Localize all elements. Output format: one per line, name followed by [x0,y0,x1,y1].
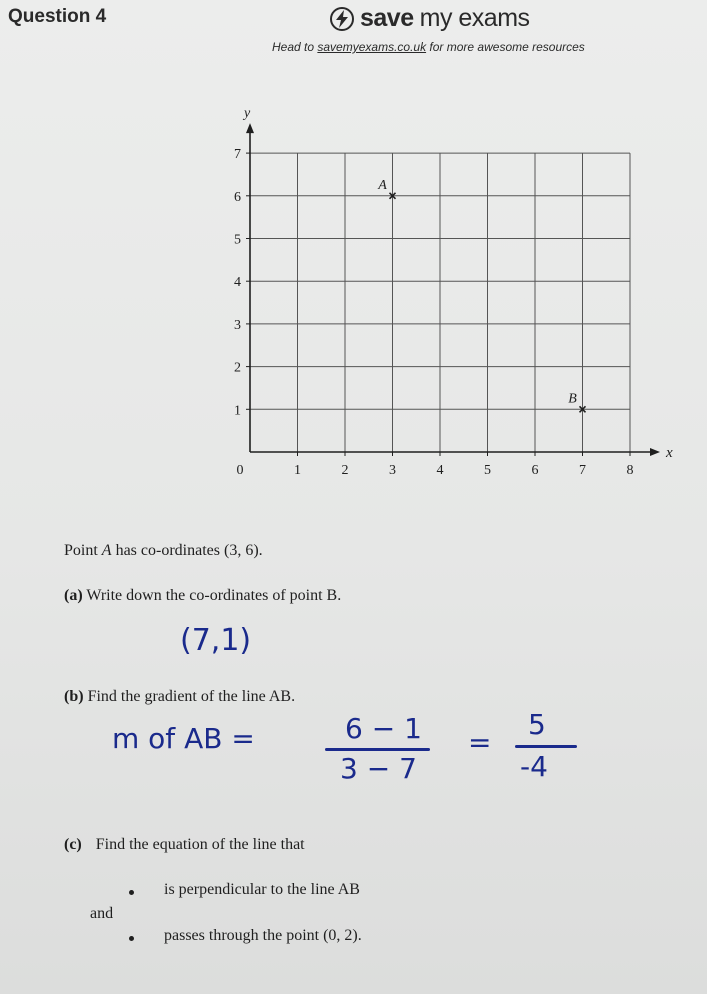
x-tick-label: 8 [626,463,634,478]
part-c-bullet-1: is perpendicular to the line AB [164,881,360,898]
answer-a-handwriting: (7,1) [180,623,252,658]
part-a-label: (a) [64,587,83,604]
bullet-dot-2 [129,936,134,941]
x-tick-label: 2 [341,463,349,478]
point-label: B [568,391,577,407]
y-tick-label: 5 [234,232,241,248]
answer-b-fraction-bar [325,748,430,751]
tagline-prefix: Head to [272,40,318,54]
part-b-text: Find the gradient of the line AB. [87,688,296,705]
question-number: Question 4 [8,6,107,27]
y-tick-label: 1 [234,403,241,419]
x-tick-label: 4 [436,463,444,478]
part-c-label: (c) [64,836,82,853]
x-tick-label: 1 [294,463,301,478]
answer-b-result-numerator: 5 [528,708,546,741]
part-c-bullet-2: passes through the point (0, 2). [164,927,362,944]
part-c-text: Find the equation of the line that [95,836,305,853]
answer-b-result-denominator: -4 [520,750,548,783]
bullet-dot-1 [129,890,134,895]
x-tick-label: 0 [236,463,244,478]
answer-b-result-bar [515,745,577,748]
answer-b-equals: = [468,726,492,759]
x-tick-label: 6 [531,463,539,478]
part-b-label: (b) [64,688,84,705]
y-tick-label: 6 [234,189,241,205]
x-tick-label: 5 [484,463,491,478]
x-tick-label: 7 [579,463,586,478]
y-axis-label: y [244,106,251,122]
intro-text [64,542,263,560]
brand-word-save: save [360,4,414,32]
intro-suffix: has co-ordinates (3, 6). [111,542,263,559]
part-c [64,836,305,854]
y-tick-label: 3 [234,317,241,333]
answer-b-denominator: 3 − 7 [340,752,417,785]
answer-b-left: m of AB = [112,722,255,755]
y-tick-label: 7 [234,147,241,163]
y-tick-label: 2 [234,360,241,376]
brand-word-myexams: my exams [419,4,530,32]
x-tick-label: 3 [389,463,396,478]
x-axis-arrow [650,448,660,456]
tagline-suffix: for more awesome resources [426,40,585,54]
part-b [64,688,295,706]
y-tick-label: 4 [234,275,241,291]
tagline-link[interactable]: savemyexams.co.uk [317,40,427,54]
intro-prefix: Point [64,542,102,559]
x-axis-label: x [666,445,673,461]
part-a-text: Write down the co-ordinates of point B. [86,587,342,604]
part-c-and: and [90,905,114,922]
part-a [64,587,341,605]
answer-b-numerator: 6 − 1 [345,712,422,745]
y-axis-arrow [246,123,254,133]
intro-variable: A [101,542,112,559]
point-label: A [378,177,387,193]
